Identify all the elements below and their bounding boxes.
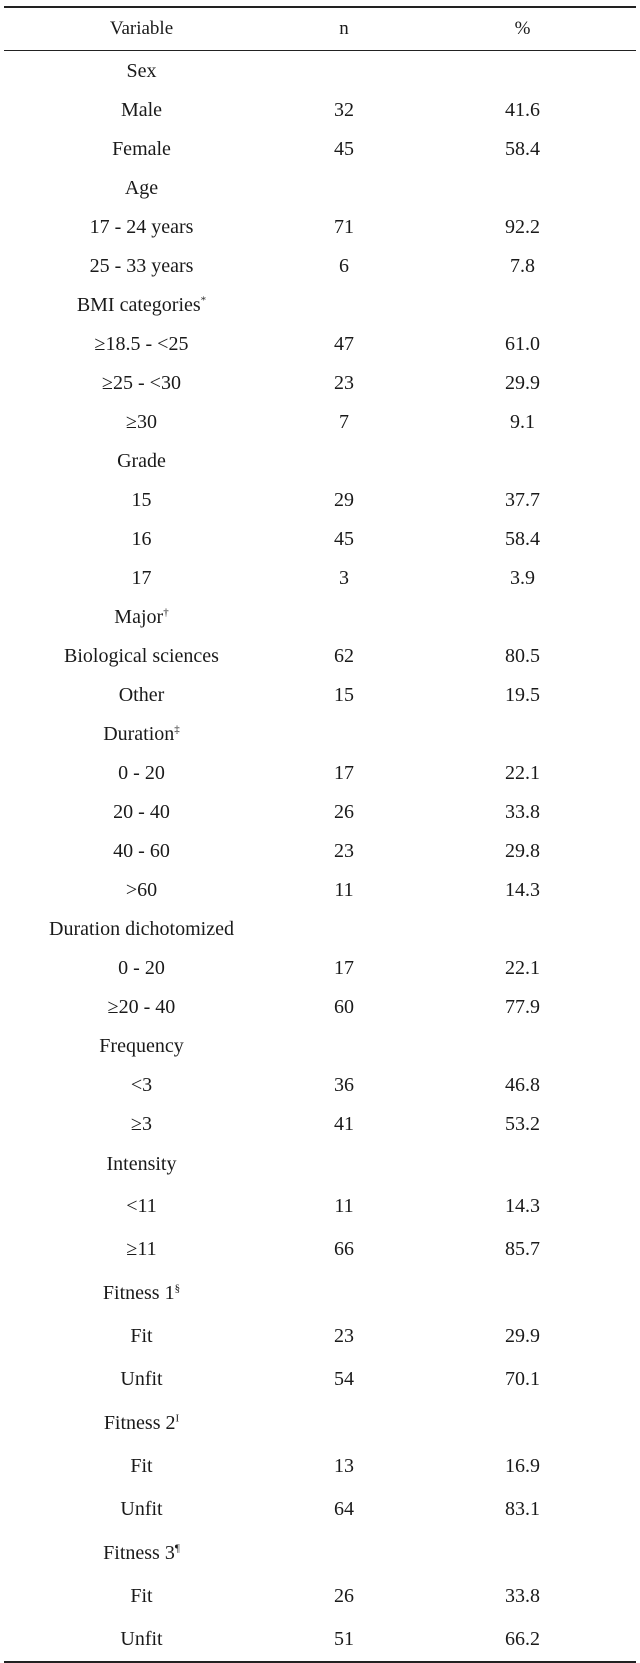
variable-label: Other (118, 684, 165, 706)
cell-percent: 80.5 (505, 645, 540, 667)
cell-variable (4, 528, 279, 551)
cell-percent: 85.7 (505, 1238, 540, 1260)
cell-n: 41 (334, 1113, 354, 1135)
cell-percent: 37.7 (505, 489, 540, 511)
cell-variable (4, 372, 279, 395)
table-row (4, 754, 636, 793)
footnote-marker: ¶ (174, 1541, 180, 1554)
cell-n: 32 (334, 99, 354, 121)
cell-variable (4, 567, 279, 590)
cell-percent: 16.9 (505, 1455, 540, 1477)
variable-label: Fitness 1 (102, 1281, 175, 1304)
cell-variable (4, 1035, 279, 1058)
cell-percent: 41.6 (505, 99, 540, 121)
cell-n: 6 (339, 255, 349, 277)
variable-label: <3 (130, 1074, 153, 1096)
header-percent: % (514, 18, 531, 39)
variable-label: Fitness 2 (103, 1411, 176, 1434)
cell-variable (4, 1238, 279, 1261)
variable-label: >60 (125, 879, 158, 901)
category-row (4, 1144, 636, 1185)
variable-label: ≥20 - 40 (107, 996, 176, 1018)
cell-variable (4, 645, 279, 668)
variable-label: Fit (130, 1585, 153, 1607)
cell-n: 62 (334, 645, 354, 667)
cell-n: 26 (334, 1585, 354, 1607)
cell-n: 36 (334, 1074, 354, 1096)
variable-label: Fitness 3 (103, 1541, 175, 1564)
table-row (4, 1488, 636, 1531)
cell-n: 66 (334, 1238, 354, 1260)
category-row (4, 51, 636, 91)
cell-n: 71 (334, 216, 354, 238)
header-variable: Variable (109, 18, 174, 39)
cell-n: 13 (334, 1455, 354, 1477)
cell-percent: 14.3 (505, 879, 540, 901)
cell-variable (4, 1195, 279, 1218)
cell-n: 26 (334, 801, 354, 823)
variable-label: 15 (131, 489, 152, 511)
cell-variable (4, 1368, 279, 1391)
cell-variable (4, 840, 279, 863)
table-row (4, 325, 636, 364)
variable-label: 40 - 60 (113, 840, 170, 862)
cell-percent: 9.1 (510, 411, 535, 433)
cell-n: 45 (334, 528, 354, 550)
category-row (4, 715, 636, 754)
cell-percent: 7.8 (510, 255, 535, 277)
cell-variable (4, 1498, 279, 1521)
cell-variable (4, 177, 279, 200)
cell-percent: 22.1 (505, 957, 540, 979)
cell-variable (4, 879, 279, 902)
table-row (4, 676, 636, 715)
table-row (4, 1575, 636, 1618)
variable-label: Sex (126, 59, 157, 82)
table-row (4, 1185, 636, 1228)
variable-label: BMI categories (76, 294, 201, 316)
cell-n: 23 (334, 372, 354, 394)
cell-n: 17 (334, 762, 354, 784)
cell-n: 45 (334, 138, 354, 160)
variable-label: Age (124, 177, 159, 199)
table-row (4, 949, 636, 988)
table-row (4, 1315, 636, 1358)
cell-variable (4, 996, 279, 1019)
variable-label: 0 - 20 (118, 957, 165, 979)
cell-n: 60 (334, 996, 354, 1018)
cell-percent: 46.8 (505, 1074, 540, 1096)
variable-label: Major (114, 606, 164, 628)
variable-label: <11 (126, 1195, 157, 1217)
variable-label: ≥30 (126, 411, 157, 433)
cell-variable (4, 294, 279, 317)
table-row (4, 403, 636, 442)
cell-percent: 19.5 (505, 684, 540, 706)
table-row (4, 364, 636, 403)
variable-label: Duration dichotomized (49, 918, 234, 940)
variable-label: 17 (131, 567, 152, 589)
cell-variable (4, 1074, 279, 1097)
cell-variable (4, 957, 279, 980)
cell-variable (4, 1585, 279, 1608)
variable-label: Male (120, 99, 163, 121)
cell-percent: 14.3 (505, 1195, 540, 1217)
table-row (4, 1358, 636, 1401)
cell-percent: 61.0 (505, 333, 540, 355)
header-n: n (339, 18, 349, 39)
cell-percent: 33.8 (505, 1585, 540, 1607)
cell-n: 64 (334, 1498, 354, 1520)
category-row (4, 169, 636, 208)
cell-variable (4, 411, 279, 434)
table-row (4, 637, 636, 676)
cell-percent: 66.2 (505, 1628, 540, 1650)
cell-n: 7 (339, 411, 349, 433)
cell-variable (4, 99, 279, 122)
footnote-marker: * (200, 294, 207, 307)
cell-percent: 70.1 (505, 1368, 540, 1390)
cell-percent: 77.9 (505, 996, 540, 1018)
table-row (4, 832, 636, 871)
category-row (4, 442, 636, 481)
table-row (4, 1445, 636, 1488)
variable-label: 16 (131, 528, 152, 550)
table-row (4, 91, 636, 130)
table-row (4, 481, 636, 520)
variable-label: 20 - 40 (113, 801, 170, 823)
category-row (4, 598, 636, 637)
variable-label: Unfit (120, 1368, 163, 1390)
variable-label: Frequency (99, 1035, 184, 1057)
cell-percent: 22.1 (505, 762, 540, 784)
table-row (4, 1228, 636, 1271)
variable-label: 0 - 20 (118, 762, 165, 784)
cell-variable (4, 216, 279, 239)
variable-label: Duration (103, 723, 175, 745)
table-row (4, 1066, 636, 1105)
cell-variable (4, 1628, 279, 1651)
cell-n: 15 (334, 684, 354, 706)
table-row (4, 520, 636, 559)
footnote-marker: I (175, 1411, 180, 1424)
table-row (4, 247, 636, 286)
cell-variable (4, 1412, 279, 1435)
cell-variable (4, 1455, 279, 1478)
cell-n: 47 (334, 333, 354, 355)
table-row (4, 130, 636, 169)
cell-variable (4, 918, 279, 941)
cell-percent: 83.1 (505, 1498, 540, 1520)
variable-label: Unfit (120, 1628, 163, 1650)
variable-label: Intensity (106, 1153, 177, 1175)
variable-label: Fit (130, 1325, 153, 1347)
cell-variable (4, 1542, 279, 1565)
footnote-marker: ‡ (174, 723, 180, 736)
cell-variable (4, 1113, 279, 1136)
cell-n: 11 (334, 1195, 354, 1217)
cell-n: 11 (334, 879, 354, 901)
cell-n: 29 (334, 489, 354, 511)
category-row (4, 1531, 636, 1575)
cell-variable (4, 450, 279, 473)
cell-n: 3 (339, 567, 349, 589)
cell-percent: 3.9 (510, 567, 535, 589)
data-table (4, 6, 636, 1663)
cell-n: 51 (334, 1628, 354, 1650)
variable-label: Biological sciences (64, 645, 219, 667)
category-row (4, 1027, 636, 1066)
cell-percent: 58.4 (505, 138, 540, 160)
variable-label: 25 - 33 years (89, 255, 194, 277)
cell-percent: 29.9 (505, 1325, 540, 1347)
cell-variable (4, 489, 279, 512)
category-row (4, 286, 636, 325)
variable-label: ≥18.5 - <25 (94, 333, 189, 355)
table-row (4, 208, 636, 247)
variable-label: Fit (130, 1455, 153, 1477)
cell-n: 23 (334, 1325, 354, 1347)
cell-variable (4, 606, 279, 629)
footnote-marker: § (174, 1281, 181, 1294)
variable-label: 17 - 24 years (89, 216, 194, 238)
variable-label: Unfit (120, 1498, 163, 1520)
variable-label: Female (112, 138, 171, 160)
table-row (4, 871, 636, 910)
cell-variable (4, 1153, 279, 1176)
variable-label: ≥3 (131, 1113, 152, 1135)
cell-percent: 29.8 (505, 840, 540, 862)
cell-variable (4, 333, 279, 356)
variable-label: ≥11 (126, 1238, 157, 1260)
table-row (4, 1618, 636, 1661)
footnote-marker: † (163, 606, 169, 619)
cell-variable (4, 762, 279, 785)
cell-n: 23 (334, 840, 354, 862)
cell-variable (4, 801, 279, 824)
cell-n: 17 (334, 957, 354, 979)
cell-variable (4, 1325, 279, 1348)
category-row (4, 910, 636, 949)
cell-variable (4, 138, 279, 161)
cell-percent: 92.2 (505, 216, 540, 238)
category-row (4, 1401, 636, 1445)
table-row (4, 793, 636, 832)
cell-n: 54 (334, 1368, 354, 1390)
cell-percent: 29.9 (505, 372, 540, 394)
cell-variable (4, 255, 279, 278)
table-header (4, 8, 636, 51)
cell-variable (4, 1282, 279, 1305)
cell-variable (4, 60, 279, 83)
table-body (4, 51, 636, 1661)
table-row (4, 988, 636, 1027)
variable-label: ≥25 - <30 (102, 372, 181, 394)
variable-label: Grade (117, 450, 166, 472)
table-row (4, 559, 636, 598)
cell-variable (4, 723, 279, 746)
cell-variable (4, 684, 279, 707)
table-row (4, 1105, 636, 1144)
cell-percent: 58.4 (505, 528, 540, 550)
cell-percent: 33.8 (505, 801, 540, 823)
category-row (4, 1271, 636, 1315)
cell-percent: 53.2 (505, 1113, 540, 1135)
